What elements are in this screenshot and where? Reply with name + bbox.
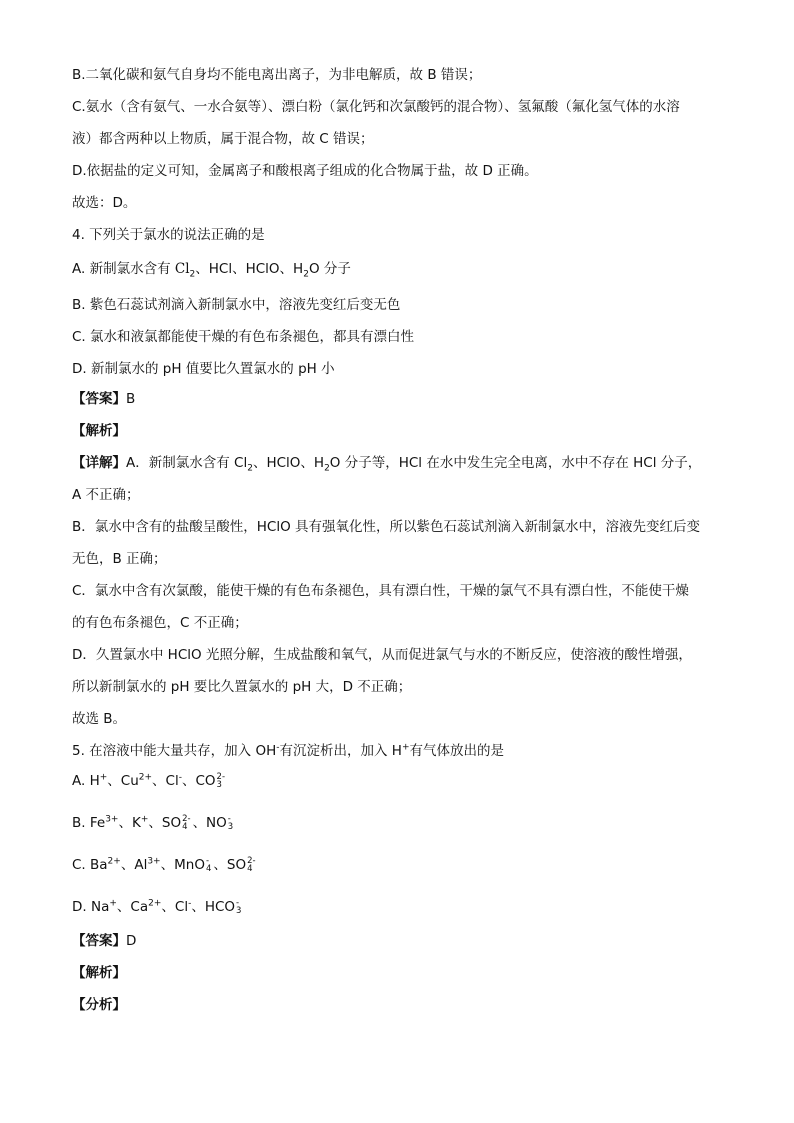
q4-detail-line1: 【详解】A．新制氯水含有 $Cl_2$、HClO、$H_2O$ 分子等，HCl 在水中发生完全电离，水中不存在 HCl 分子， xyxy=(72,455,702,474)
answer-tag: 【答案】 xyxy=(72,933,126,949)
prev-explain-c-line2: 液）都含两种以上物质，属于混合物，故 C 错误； xyxy=(72,131,374,147)
ion-charge-stack: 2- 3 xyxy=(216,772,226,790)
q5-option-b: B. $Fe^{3+}$、K+、SO 2- 4 、NO - 3 xyxy=(72,814,234,832)
ion-charge-stack: - 4 xyxy=(205,856,212,874)
q4-detail-line8: 所以新制氯水的 pH 要比久置氯水的 pH 大，D 不正确； xyxy=(72,679,412,695)
q4-option-b: B. 紫色石蕊试剂滴入新制氯水中，溶液先变红后变无色 xyxy=(72,297,401,313)
q4-detail-line5: C．氯水中含有次氯酸，能使干燥的有色布条褪色，具有漂白性，干燥的氯气不具有漂白性，不能使干燥 xyxy=(72,583,689,599)
q5-analyze-tag: 【分析】 xyxy=(72,997,126,1013)
q4-detail-line6: 的有色布条褪色，C 不正确； xyxy=(72,615,248,631)
ion-charge-stack: - 3 xyxy=(227,814,234,832)
prev-explain-c-line1: C.氨水（含有氨气、一水合氨等）、漂白粉（氯化钙和次氯酸钙的混合物）、氢氟酸（氟化氢气体的水溶 xyxy=(72,99,680,115)
q5-option-d: D. Na+、$Ca^{2+}$、Cl-、HCO - 3 xyxy=(72,898,242,916)
q4-option-c: C. 氯水和液氯都能使干燥的有色布条褪色，都具有漂白性 xyxy=(72,329,415,345)
q5-answer: 【答案】D xyxy=(72,933,137,949)
q5-analysis-tag: 【解析】 xyxy=(72,965,126,981)
prev-explain-b: B.二氧化碳和氨气自身均不能电离出离子，为非电解质，故 B 错误； xyxy=(72,67,482,83)
ion-charge-stack: 2- 4 xyxy=(247,856,256,874)
q4-stem: 4. 下列关于氯水的说法正确的是 xyxy=(72,227,265,243)
q4-analysis-tag: 【解析】 xyxy=(72,423,126,439)
prev-selection: 故选：D。 xyxy=(72,195,137,211)
q4-answer: 【答案】B xyxy=(72,391,136,407)
q4-option-a: A. 新制氯水含有 $Cl_2$、HCl、HClO、$H_2O$ 分子 xyxy=(72,261,351,280)
ion-charge-stack: - 3 xyxy=(236,898,242,916)
q5-stem: 5. 在溶液中能大量共存，加入 OH-有沉淀析出，加入 H+有气体放出的是 xyxy=(72,742,504,759)
q4-option-d: D. 新制氯水的 pH 值要比久置氯水的 pH 小 xyxy=(72,361,335,377)
answer-tag: 【答案】 xyxy=(72,391,126,407)
q5-option-a: A. H+、$Cu^{2+}$、Cl-、CO 2- 3 xyxy=(72,772,226,790)
detail-tag: 【详解】 xyxy=(72,455,126,471)
q4-detail-line2: A 不正确； xyxy=(72,487,140,503)
prev-explain-d: D.依据盐的定义可知，金属离子和酸根离子组成的化合物属于盐，故 D 正确。 xyxy=(72,163,538,179)
q4-detail-line3: B．氯水中含有的盐酸呈酸性，HClO 具有强氧化性，所以紫色石蕊试剂滴入新制氯水中，溶液先变红后变 xyxy=(72,519,701,535)
q4-detail-line4: 无色，B 正确； xyxy=(72,551,167,567)
q4-selection: 故选 B。 xyxy=(72,711,127,727)
q5-option-c: C. $Ba^{2+}$、$Al^{3+}$、MnO - 4 、SO 2- 4 xyxy=(72,856,256,874)
q4-detail-line7: D．久置氯水中 HClO 光照分解，生成盐酸和氧气，从而促进氯气与水的不断反应，使溶液的酸性增强， xyxy=(72,647,692,663)
ion-charge-stack: 2- 4 xyxy=(182,814,191,832)
